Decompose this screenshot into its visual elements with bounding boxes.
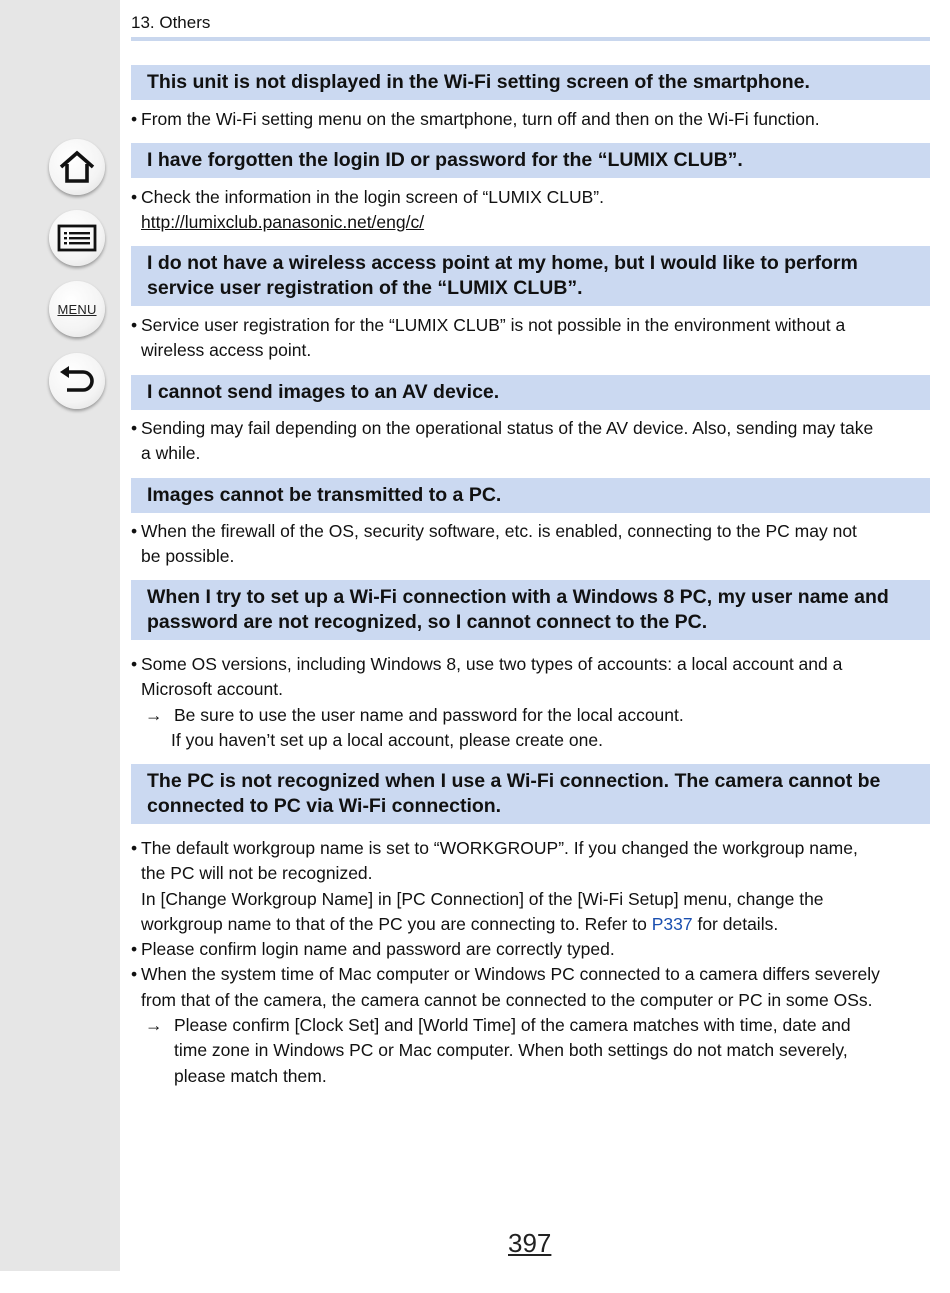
faq-answer <box>131 519 930 570</box>
answer-line: Some OS versions, including Windows 8, use two types of accounts: a local account and a <box>141 654 843 674</box>
answer-line: Be sure to use the user name and password for the local account. <box>174 704 684 725</box>
faq-heading <box>131 375 930 410</box>
lumix-club-link[interactable]: http://lumixclub.panasonic.net/eng/c/ <box>141 212 425 233</box>
answer-line: Service user registration for the “LUMIX CLUB” is not possible in the environment without a <box>141 315 846 335</box>
back-button[interactable] <box>49 353 105 409</box>
answer-line: wireless access point. <box>141 340 312 361</box>
heading-line: The PC is not recognized when I use a Wi-Fi connection. The camera cannot be <box>147 770 881 792</box>
faq-heading <box>131 143 930 178</box>
answer-line: Please confirm [Clock Set] and [World Time] of the camera matches with time, date and <box>174 1015 851 1036</box>
answer-line: Check the information in the login screen of “LUMIX CLUB”. <box>141 187 604 207</box>
chapter-title: 13. Others <box>131 13 211 32</box>
answer-line: Microsoft account. <box>141 679 283 700</box>
bullet: • <box>131 939 138 960</box>
faq-answer <box>131 107 930 132</box>
answer-line: from that of the camera, the camera cannot be connected to the computer or PC in some OSs. <box>141 989 873 1010</box>
bottom-margin <box>0 1271 950 1293</box>
heading-line: When I try to set up a Wi-Fi connection with a Windows 8 PC, my user name and <box>147 586 889 608</box>
heading-line: I have forgotten the login ID or password for the “LUMIX CLUB”. <box>147 149 743 171</box>
sidebar <box>0 0 120 1271</box>
page-number: 397 <box>508 1228 552 1258</box>
faq-heading <box>131 764 930 824</box>
answer-line: The default workgroup name is set to “WORKGROUP”. If you changed the workgroup name, <box>141 838 858 858</box>
faq-answer <box>131 185 930 236</box>
answer-line: please match them. <box>174 1065 327 1086</box>
answer-line: the PC will not be recognized. <box>141 863 373 884</box>
bullet: • <box>131 838 138 858</box>
home-button[interactable] <box>49 139 105 195</box>
arrow-glyph: → <box>145 1015 163 1036</box>
heading-line: service user registration of the “LUMIX CLUB”. <box>147 277 583 299</box>
answer-line: If you haven’t set up a local account, please create one. <box>171 729 603 750</box>
answer-line: a while. <box>141 443 201 464</box>
faq-heading <box>131 65 930 100</box>
answer-line: Please confirm login name and password are correctly typed. <box>141 939 615 960</box>
bullet: • <box>131 109 138 129</box>
faq-answer <box>131 416 930 467</box>
answer-line: for details. <box>692 913 779 934</box>
heading-line: I cannot send images to an AV device. <box>147 381 500 403</box>
answer-line: From the Wi-Fi setting menu on the smartphone, turn off and then on the Wi-Fi function. <box>141 109 820 129</box>
page-reference-link[interactable]: P337 <box>651 913 693 934</box>
bullet: • <box>131 521 138 541</box>
menu-button[interactable] <box>49 281 105 337</box>
answer-line: When the system time of Mac computer or Windows PC connected to a camera differs severely <box>141 964 880 985</box>
return-arrow-icon <box>57 365 97 397</box>
answer-line: When the firewall of the OS, security software, etc. is enabled, connecting to the PC may not <box>141 521 857 541</box>
answer-line: time zone in Windows PC or Mac computer. When both settings do not match severely, <box>174 1040 848 1061</box>
faq-answer <box>131 836 930 1089</box>
faq-heading <box>131 246 930 306</box>
heading-line: This unit is not displayed in the Wi-Fi setting screen of the smartphone. <box>147 71 810 93</box>
answer-line: Sending may fail depending on the operational status of the AV device. Also, sending may take <box>141 418 874 438</box>
heading-line: I do not have a wireless access point at my home, but I would like to perform <box>147 252 858 274</box>
bullet: • <box>131 654 138 674</box>
answer-line: In [Change Workgroup Name] in [PC Connection] of the [Wi-Fi Setup] menu, change the <box>141 888 824 909</box>
bullet: • <box>131 187 138 207</box>
faq-heading <box>131 478 930 513</box>
menu-label: MENU <box>57 301 97 317</box>
answer-line: be possible. <box>141 546 235 567</box>
faq-heading <box>131 580 930 640</box>
home-icon <box>57 149 97 185</box>
heading-line: password are not recognized, so I cannot connect to the PC. <box>147 611 708 633</box>
bullet: • <box>131 964 138 985</box>
contents-button[interactable] <box>49 210 105 266</box>
list-icon <box>57 224 97 252</box>
chapter-divider <box>131 37 930 41</box>
answer-line: workgroup name to that of the PC you are connecting to. Refer to <box>141 913 652 934</box>
bullet: • <box>131 418 138 438</box>
heading-line: Images cannot be transmitted to a PC. <box>147 484 502 506</box>
faq-answer <box>131 313 930 364</box>
faq-answer <box>131 652 930 753</box>
arrow-glyph: → <box>145 704 163 725</box>
heading-line: connected to PC via Wi-Fi connection. <box>147 795 502 817</box>
bullet: • <box>131 315 138 335</box>
